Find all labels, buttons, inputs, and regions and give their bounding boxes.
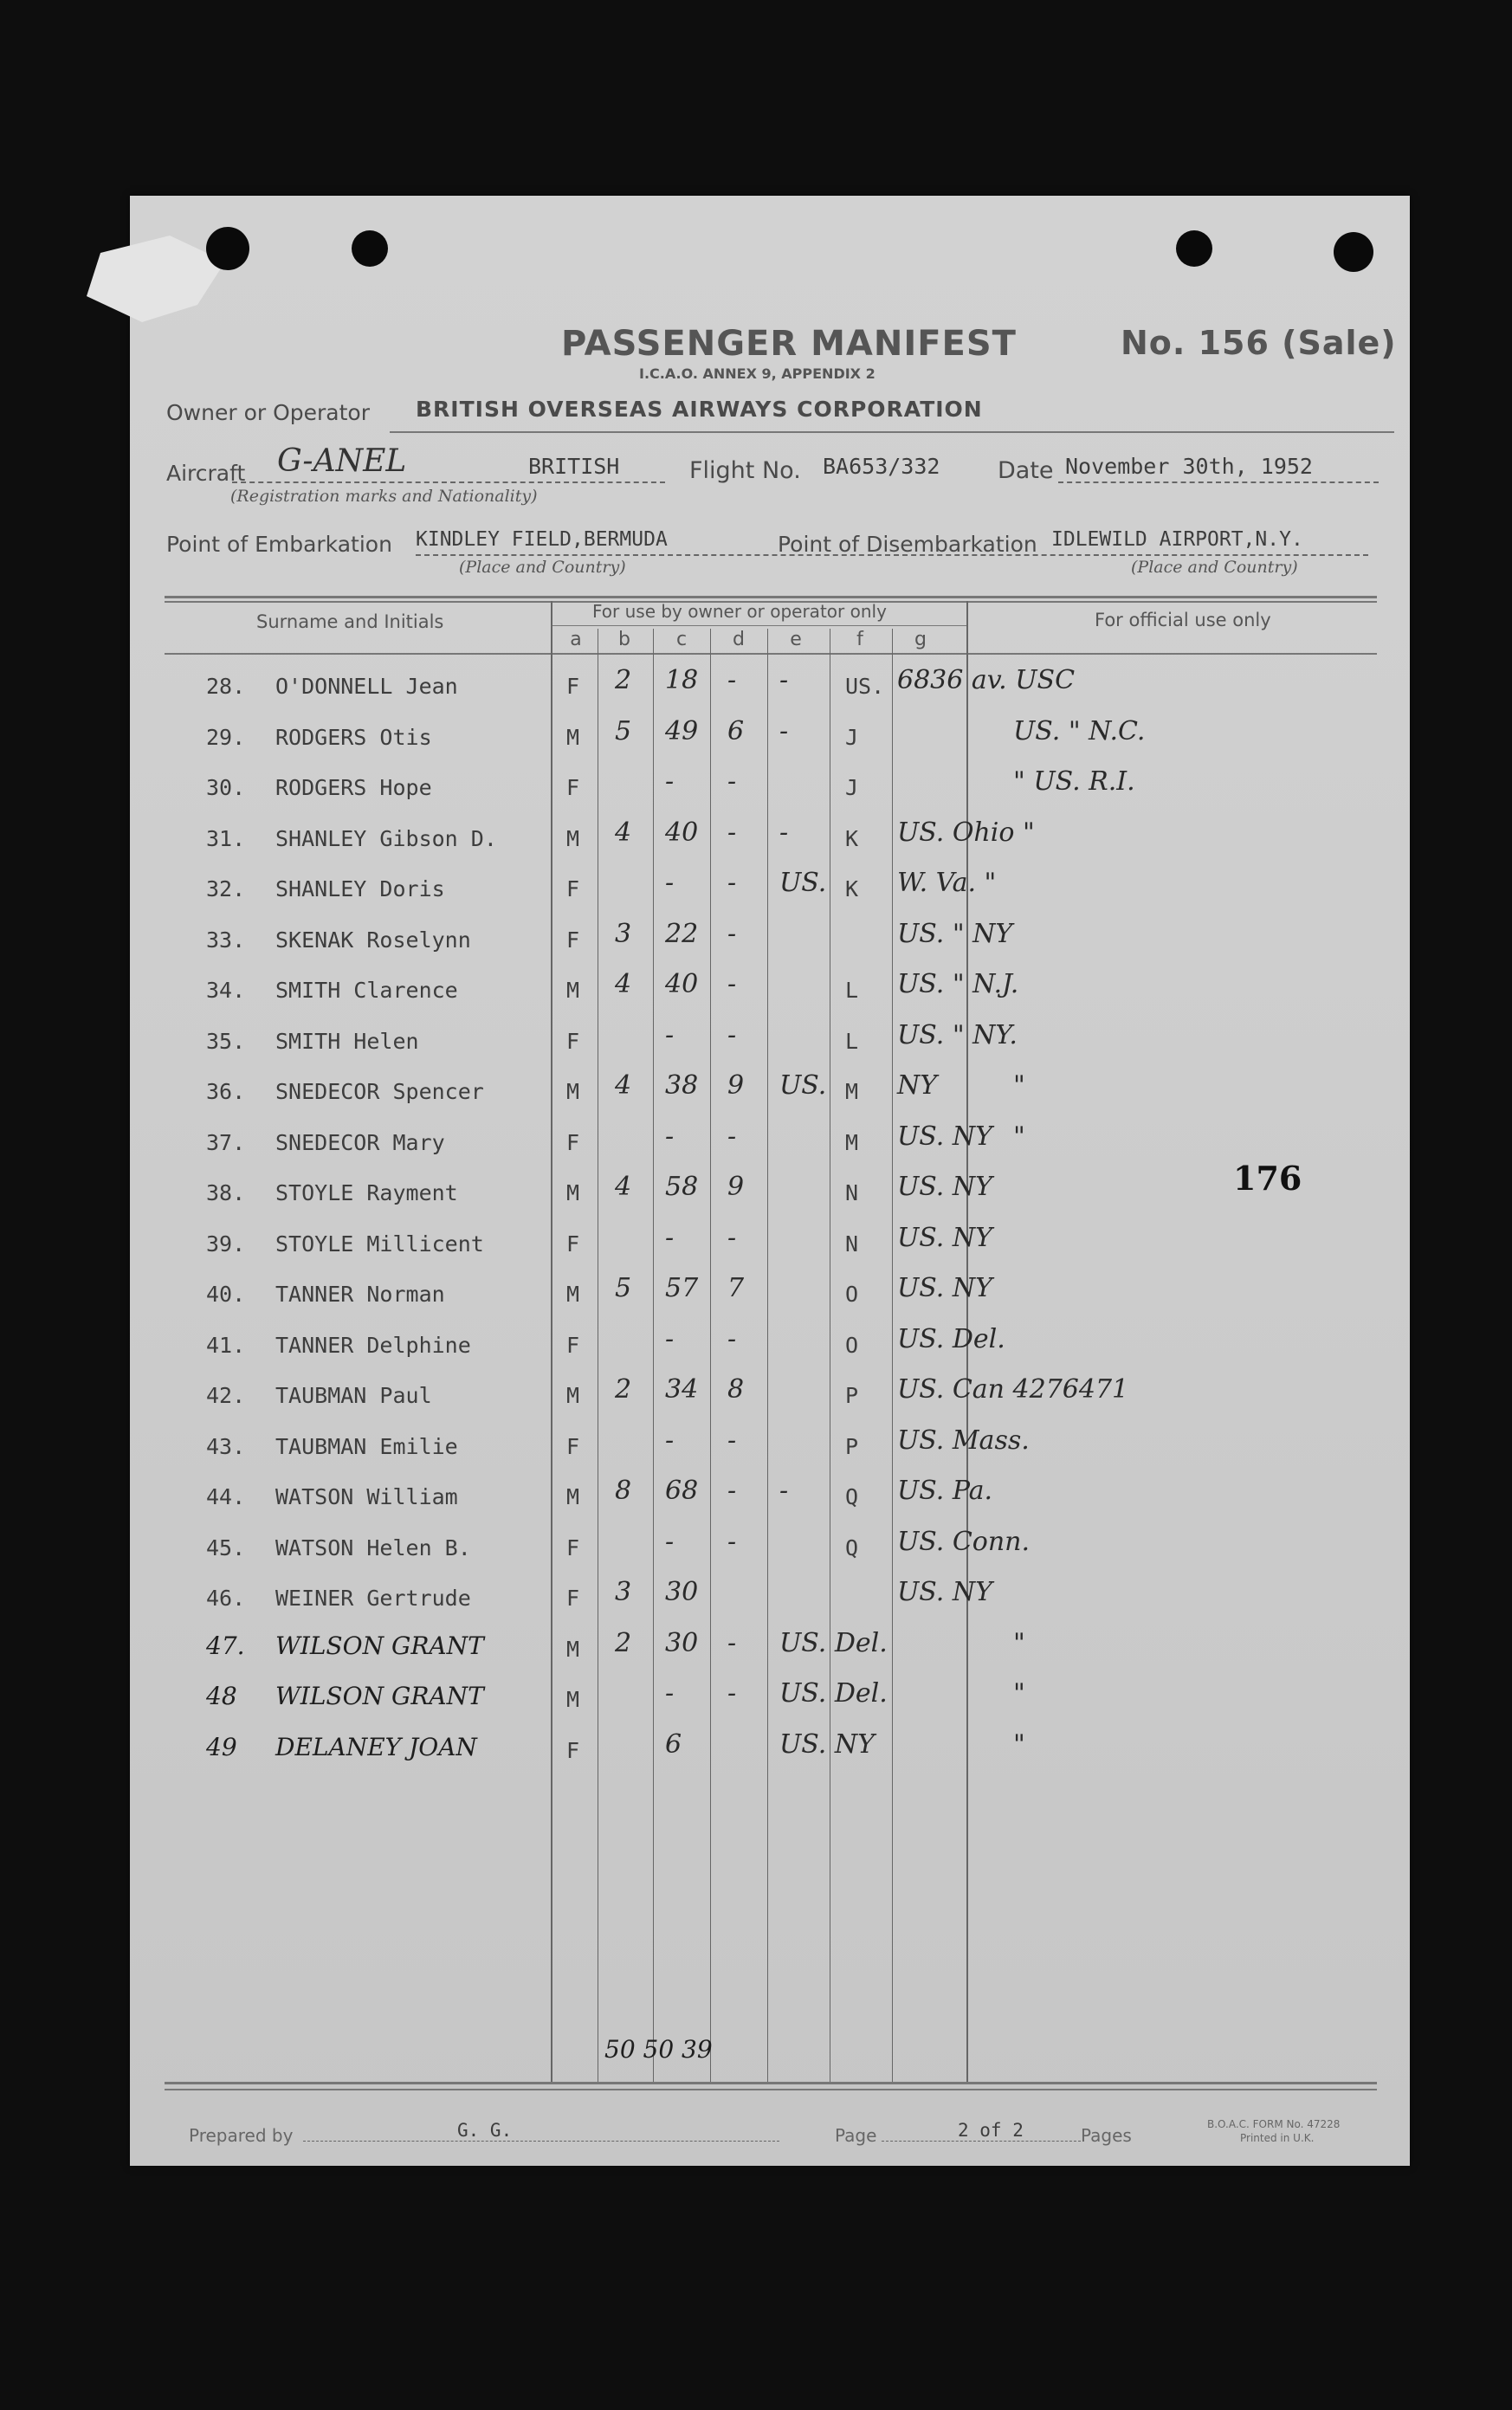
row-number: 31.: [206, 825, 246, 851]
passenger-name: STOYLE Millicent: [275, 1231, 484, 1257]
cell-f: P: [845, 1433, 859, 1459]
cell-b: 3: [615, 1577, 632, 1607]
cell-age: 18: [665, 665, 699, 695]
table-row: [130, 766, 1410, 822]
embark-rule: [416, 554, 1368, 556]
cell-sex: M: [566, 1687, 580, 1712]
cell-official: ": [1013, 1627, 1025, 1658]
row-number: 35.: [206, 1028, 246, 1054]
passenger-name: SKENAK Roselynn: [275, 927, 471, 953]
row-number: 39.: [206, 1231, 246, 1257]
punch-hole: [206, 227, 249, 270]
cell-f: M: [845, 1129, 859, 1155]
cell-d: -: [727, 969, 737, 999]
row-number: 43.: [206, 1433, 246, 1459]
cell-g: US. NY: [897, 1172, 992, 1202]
cell-age: 38: [665, 1070, 699, 1101]
cell-f: N: [845, 1180, 859, 1205]
table-row: [130, 1222, 1410, 1278]
cell-g: US. Mass.: [897, 1425, 1030, 1456]
cell-g: US. NY: [897, 1577, 992, 1607]
prepared-label: Prepared by: [189, 2125, 294, 2146]
row-number: 33.: [206, 927, 246, 953]
cell-b: 3: [615, 918, 632, 949]
cell-d: -: [727, 1425, 737, 1456]
manifest-title: PASSENGER MANIFEST: [561, 324, 1017, 364]
cell-age: -: [665, 1323, 675, 1354]
prepared-value: G. G.: [457, 2120, 513, 2141]
cell-age: 30: [665, 1577, 699, 1607]
row-number: 46.: [206, 1586, 246, 1611]
cell-b: 8: [615, 1476, 632, 1506]
row-number: 42.: [206, 1383, 246, 1408]
table-bottom-rule: [165, 2082, 1377, 2084]
cell-official: ": [1013, 1070, 1025, 1101]
row-number: 45.: [206, 1535, 246, 1560]
cell-d: -: [727, 665, 737, 695]
row-number: 29.: [206, 724, 246, 750]
cell-sex: F: [566, 876, 580, 901]
owner-value: BRITISH OVERSEAS AIRWAYS CORPORATION: [416, 397, 983, 422]
table-row: [130, 868, 1410, 923]
cell-sex: M: [566, 724, 580, 750]
date-label: Date: [998, 457, 1054, 484]
table-row: [130, 1526, 1410, 1582]
cell-d: 7: [727, 1273, 745, 1303]
manifest-sheet: [130, 196, 1410, 2166]
table-row: [130, 665, 1410, 720]
cell-sex: F: [566, 775, 580, 800]
passenger-name: SNEDECOR Spencer: [275, 1079, 484, 1104]
cell-d: -: [727, 1019, 737, 1050]
table-row: [130, 1678, 1410, 1734]
cell-d: -: [727, 918, 737, 949]
column-totals: 50 50 39: [604, 2035, 713, 2064]
cell-b: 4: [615, 1172, 632, 1202]
cell-f: K: [845, 876, 859, 901]
passenger-name: WATSON William: [275, 1484, 458, 1509]
table-row: [130, 1323, 1410, 1379]
cell-age: 40: [665, 817, 699, 848]
cell-d: 9: [727, 1070, 745, 1101]
passenger-name: SMITH Clarence: [275, 978, 458, 1003]
cell-d: -: [727, 1121, 737, 1152]
cell-age: -: [665, 868, 675, 898]
stamp-number: 176: [1233, 1159, 1302, 1198]
manifest-number: No. 156 (Sale): [1121, 324, 1397, 362]
cell-g: US. Can 4276471: [897, 1374, 1129, 1405]
row-number: 30.: [206, 775, 246, 800]
row-number: 48: [206, 1682, 237, 1710]
cell-b: 5: [615, 715, 632, 746]
passenger-name: WILSON GRANT: [275, 1631, 484, 1660]
cell-f: O: [845, 1332, 859, 1358]
cell-f: Q: [845, 1535, 859, 1560]
cell-f: J: [845, 724, 859, 750]
cell-e: -: [779, 817, 789, 848]
cell-g: US. " NY.: [897, 1019, 1018, 1050]
passenger-name: TAUBMAN Emilie: [275, 1433, 458, 1459]
date-value: November 30th, 1952: [1065, 454, 1313, 479]
row-number: 47.: [206, 1631, 245, 1660]
column-d-header: d: [733, 629, 745, 650]
cell-f: Q: [845, 1484, 859, 1509]
cell-g: US. Ohio ": [897, 817, 1035, 848]
cell-sex: M: [566, 1180, 580, 1205]
cell-f: J: [845, 775, 859, 800]
row-number: 44.: [206, 1484, 246, 1509]
cell-age: 68: [665, 1476, 699, 1506]
cell-e: -: [779, 665, 789, 695]
pages-label: Pages: [1081, 2125, 1132, 2146]
manifest-subtitle: I.C.A.O. ANNEX 9, APPENDIX 2: [639, 365, 876, 382]
cell-b: 4: [615, 969, 632, 999]
passenger-name: WATSON Helen B.: [275, 1535, 471, 1560]
page-label: Page: [835, 2125, 877, 2146]
table-row: [130, 1425, 1410, 1481]
flight-value: BA653/332: [823, 454, 940, 479]
embark-value: KINDLEY FIELD,BERMUDA: [416, 528, 668, 551]
table-row: [130, 1728, 1410, 1785]
form-printed: Printed in U.K.: [1240, 2132, 1315, 2144]
punch-hole: [1334, 232, 1373, 272]
cell-e: US. Del.: [779, 1678, 888, 1709]
table-row: [130, 1374, 1410, 1430]
cell-d: 8: [727, 1374, 745, 1405]
passenger-name: RODGERS Hope: [275, 775, 432, 800]
owner-label: Owner or Operator: [166, 400, 370, 425]
cell-official: ": [1013, 1121, 1025, 1152]
page-rule: [882, 2141, 1081, 2142]
cell-g: W. Va. ": [897, 868, 997, 898]
owner-rule: [390, 431, 1394, 433]
cell-age: 58: [665, 1172, 699, 1202]
cell-b: 2: [615, 1627, 632, 1658]
cell-g: US. Del.: [897, 1323, 1005, 1354]
aircraft-value: G-ANEL: [277, 443, 407, 479]
cell-d: -: [727, 1222, 737, 1253]
cell-sex: M: [566, 1079, 580, 1104]
table-row: [130, 1627, 1410, 1683]
passenger-name: SNEDECOR Mary: [275, 1129, 445, 1155]
table-top-rule: [165, 596, 1377, 598]
cell-d: -: [727, 766, 737, 797]
cell-d: -: [727, 1476, 737, 1506]
cell-sex: F: [566, 1332, 580, 1358]
cell-g: 6836 av. USC: [897, 665, 1076, 695]
prepared-rule: [303, 2141, 779, 2142]
cell-sex: M: [566, 1383, 580, 1408]
nationality-value: BRITISH: [528, 454, 620, 479]
passenger-name: SMITH Helen: [275, 1028, 419, 1054]
column-a-header: a: [570, 629, 582, 650]
cell-sex: M: [566, 1484, 580, 1509]
cell-d: -: [727, 868, 737, 898]
punch-hole: [1176, 230, 1212, 267]
cell-b: 4: [615, 817, 632, 848]
header-bottom-rule: [165, 653, 1377, 655]
embark-label: Point of Embarkation: [166, 532, 392, 557]
cell-age: 49: [665, 715, 699, 746]
cell-age: 34: [665, 1374, 699, 1405]
cell-d: -: [727, 1526, 737, 1557]
cell-g: US. " N.J.: [897, 969, 1019, 999]
row-number: 34.: [206, 978, 246, 1003]
cell-sex: F: [566, 1129, 580, 1155]
flight-label: Flight No.: [689, 457, 801, 484]
cell-e: -: [779, 715, 789, 746]
row-number: 38.: [206, 1180, 246, 1205]
cell-sex: M: [566, 825, 580, 851]
cell-e: US.: [779, 868, 827, 898]
cell-f: O: [845, 1282, 859, 1307]
table-row: [130, 1070, 1410, 1126]
cell-official: ": [1013, 1678, 1025, 1709]
passenger-name: WILSON GRANT: [275, 1682, 484, 1710]
cell-e: US. Del.: [779, 1627, 888, 1658]
column-c-header: c: [675, 629, 688, 650]
column-b-header: b: [618, 629, 630, 650]
cell-sex: M: [566, 1636, 580, 1662]
disembark-note: (Place and Country): [1131, 558, 1298, 577]
punch-hole: [352, 230, 388, 267]
owner-use-rule: [551, 625, 966, 626]
table-row: [130, 1019, 1410, 1076]
passenger-name: SHANLEY Doris: [275, 876, 445, 901]
cell-g: NY: [897, 1070, 938, 1101]
cell-age: -: [665, 1121, 675, 1152]
passenger-name: WEINER Gertrude: [275, 1586, 471, 1611]
row-number: 40.: [206, 1282, 246, 1307]
cell-g: US. NY: [897, 1222, 992, 1253]
cell-f: N: [845, 1231, 859, 1257]
cell-d: -: [727, 1627, 737, 1658]
cell-sex: F: [566, 927, 580, 953]
row-number: 41.: [206, 1332, 246, 1358]
passenger-name: TANNER Norman: [275, 1282, 445, 1307]
passenger-name: TANNER Delphine: [275, 1332, 471, 1358]
aircraft-label: Aircraft: [166, 461, 246, 486]
cell-d: -: [727, 1323, 737, 1354]
cell-f: P: [845, 1383, 859, 1408]
cell-age: -: [665, 1425, 675, 1456]
cell-g: US. Pa.: [897, 1476, 993, 1506]
cell-g: US. NY: [897, 1273, 992, 1303]
cell-f: L: [845, 978, 859, 1003]
cell-sex: F: [566, 1231, 580, 1257]
cell-sex: F: [566, 1737, 580, 1763]
table-row: [130, 918, 1410, 974]
aircraft-rule: [232, 481, 665, 483]
page-value: 2 of 2: [958, 2120, 1024, 2141]
cell-sex: F: [566, 1586, 580, 1611]
form-number: B.O.A.C. FORM No. 47228: [1207, 2118, 1341, 2130]
cell-age: -: [665, 1222, 675, 1253]
cell-f: US.: [845, 674, 885, 699]
cell-f: K: [845, 825, 859, 851]
passenger-name: SHANLEY Gibson D.: [275, 825, 497, 851]
cell-e: US.: [779, 1070, 827, 1101]
cell-g: US. " NY: [897, 918, 1013, 949]
cell-f: M: [845, 1079, 859, 1104]
cell-d: -: [727, 1678, 737, 1709]
cell-e: US. NY: [779, 1728, 875, 1760]
column-e-header: e: [790, 629, 802, 650]
aircraft-note: (Registration marks and Nationality): [230, 487, 538, 506]
passenger-name: RODGERS Otis: [275, 724, 432, 750]
table-row: [130, 1476, 1410, 1531]
cell-official: ": [1013, 1728, 1025, 1760]
cell-age: 30: [665, 1627, 699, 1658]
row-number: 28.: [206, 674, 246, 699]
cell-d: 9: [727, 1172, 745, 1202]
row-number: 37.: [206, 1129, 246, 1155]
cell-d: -: [727, 817, 737, 848]
passenger-name: TAUBMAN Paul: [275, 1383, 432, 1408]
surname-header: Surname and Initials: [256, 611, 444, 632]
cell-official: " US. R.I.: [1013, 766, 1135, 797]
cell-sex: F: [566, 1028, 580, 1054]
cell-sex: M: [566, 978, 580, 1003]
cell-e: -: [779, 1476, 789, 1506]
official-header: For official use only: [1095, 610, 1271, 630]
cell-age: 57: [665, 1273, 699, 1303]
cell-sex: M: [566, 1282, 580, 1307]
table-row: [130, 1121, 1410, 1177]
cell-age: 22: [665, 918, 699, 949]
cell-official: US. " N.C.: [1013, 715, 1146, 746]
passenger-name: O'DONNELL Jean: [275, 674, 458, 699]
cell-g: US. NY: [897, 1121, 992, 1152]
row-number: 36.: [206, 1079, 246, 1104]
table-row: [130, 715, 1410, 772]
column-f-header: f: [856, 629, 863, 650]
cell-b: 2: [615, 1374, 632, 1405]
owner-use-header: For use by owner or operator only: [592, 601, 887, 622]
cell-age: -: [665, 1526, 675, 1557]
table-row: [130, 1577, 1410, 1632]
cell-f: L: [845, 1028, 859, 1054]
table-row: [130, 969, 1410, 1024]
cell-g: US. Conn.: [897, 1526, 1031, 1557]
cell-sex: F: [566, 1433, 580, 1459]
embark-note: (Place and Country): [459, 558, 626, 577]
passenger-name: STOYLE Rayment: [275, 1180, 458, 1205]
table-row: [130, 1273, 1410, 1328]
cell-sex: F: [566, 674, 580, 699]
table-row: [130, 1172, 1410, 1227]
disembark-value: IDLEWILD AIRPORT,N.Y.: [1051, 528, 1303, 551]
cell-age: -: [665, 1678, 675, 1709]
row-number: 49: [206, 1732, 237, 1761]
cell-sex: F: [566, 1535, 580, 1560]
row-number: 32.: [206, 876, 246, 901]
table-bottom-rule-2: [165, 2089, 1377, 2090]
date-rule: [1058, 481, 1379, 483]
cell-b: 5: [615, 1273, 632, 1303]
column-g-header: g: [914, 629, 927, 650]
disembark-label: Point of Disembarkation: [778, 532, 1037, 557]
cell-d: 6: [727, 715, 745, 746]
cell-b: 2: [615, 665, 632, 695]
cell-age: -: [665, 766, 675, 797]
cell-age: 6: [665, 1728, 682, 1760]
cell-b: 4: [615, 1070, 632, 1101]
cell-age: -: [665, 1019, 675, 1050]
cell-age: 40: [665, 969, 699, 999]
table-row: [130, 817, 1410, 873]
passenger-name: DELANEY JOAN: [275, 1732, 477, 1761]
